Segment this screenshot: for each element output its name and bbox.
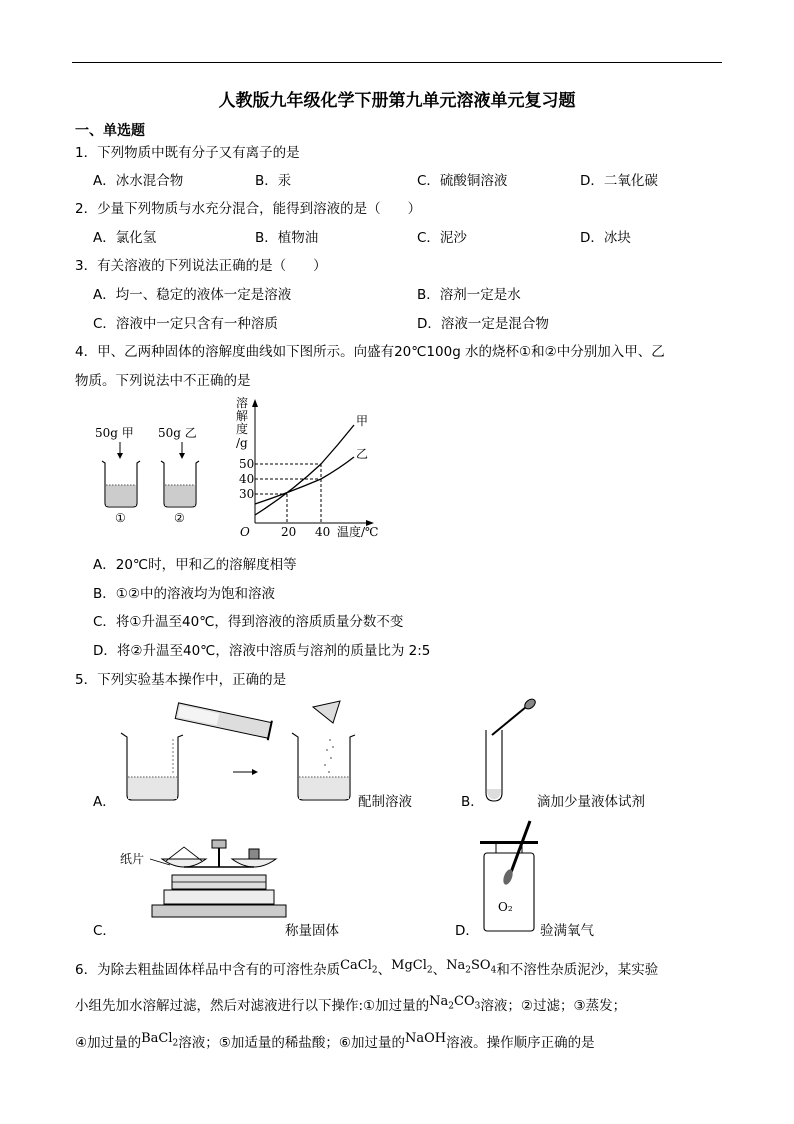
q5-option-b-letter: B．	[461, 794, 484, 810]
curve-yi-label: 乙	[356, 447, 369, 461]
q6-line2-post: 溶液；②过滤；③蒸发；	[480, 998, 627, 1014]
dropper	[492, 697, 537, 735]
origin-label: O	[240, 525, 250, 539]
solubility-figure	[90, 395, 390, 545]
beaker1-label: 50g 甲	[95, 426, 134, 440]
x-axis-label: 温度/℃	[337, 525, 379, 539]
y-tick-50: 50	[239, 457, 255, 471]
curve-jia	[255, 425, 354, 515]
q1-option-a: A．冰水混合物	[93, 173, 184, 189]
q4-option-d: D．将②升温至40℃，溶液中溶质与溶剂的质量比为 2:5	[93, 643, 431, 659]
beaker-a1	[121, 733, 183, 800]
beaker-1	[102, 461, 140, 507]
formula-cacl2: CaCl$_2$	[340, 958, 378, 976]
q6-line3	[75, 1031, 595, 1054]
q5-option-d-caption: 验满氧气	[540, 923, 594, 939]
q1-stem: 1．下列物质中既有分子又有离子的是	[75, 145, 300, 161]
q6-line2	[75, 994, 626, 1017]
y-tick-40: 40	[239, 472, 255, 486]
q1-option-c: C．硫酸铜溶液	[417, 173, 508, 189]
q5-option-c-caption: 称量固体	[285, 923, 339, 939]
q6-line3-c: 溶液。操作顺序正确的是	[446, 1035, 595, 1051]
gas-label: O₂	[498, 900, 513, 914]
q3-option-c: C．溶液中一定只含有一种溶质	[93, 316, 278, 332]
y-label-2: 解	[236, 409, 249, 423]
beaker1-number: ①	[115, 511, 126, 525]
formula-na2so4: $Na_2SO_4$	[446, 958, 497, 976]
y-axis-arrow	[252, 399, 258, 407]
formula-mgcl2: MgCl$_2$	[391, 958, 433, 976]
section-heading: 一、单选题	[75, 123, 145, 139]
q2-option-b: B．植物油	[255, 230, 319, 246]
x-tick-40: 40	[315, 525, 331, 539]
formula-na2co3: $Na_2CO_3$	[429, 994, 481, 1012]
beaker-a2	[292, 701, 355, 800]
q5-option-c-letter: C．	[93, 923, 116, 939]
q3-option-d: D．溶液一定是混合物	[417, 316, 549, 332]
q1-option-d: D．二氧化碳	[580, 173, 658, 189]
y-label-3: 度	[236, 422, 249, 436]
arrowhead-right	[252, 769, 258, 775]
q6-line3-b: 溶液；⑤加适量的稀盐酸；⑥加过量的	[178, 1035, 405, 1051]
q6-sep2: 、	[432, 962, 447, 978]
y-label-4: /g	[236, 436, 248, 450]
q5-figure-d	[478, 815, 548, 935]
q6-line3-a: ④加过量的	[75, 1035, 142, 1051]
q4-option-c: C．将①升温至40℃，得到溶液的溶质质量分数不变	[93, 614, 404, 630]
q2-option-c: C．泥沙	[417, 230, 467, 246]
beaker1-arrowhead	[117, 453, 123, 459]
curve-yi	[255, 457, 354, 504]
q4-option-b: B．①②中的溶液均为饱和溶液	[93, 586, 275, 602]
q1-option-b: B．汞	[255, 173, 292, 189]
q5-figure-a	[115, 695, 365, 810]
q5-option-b-caption: 滴加少量液体试剂	[537, 794, 645, 810]
q4-stem-line2: 物质。下列说法中不正确的是	[75, 373, 251, 389]
gas-bottle	[480, 841, 538, 931]
q6-line1	[75, 958, 658, 981]
y-tick-30: 30	[239, 487, 255, 501]
x-tick-20: 20	[281, 525, 297, 539]
curve-jia-label: 甲	[356, 414, 369, 428]
paper-label: 纸片	[120, 852, 145, 866]
q6-line1-post: 和不溶性杂质泥沙，某实验	[496, 962, 659, 978]
beaker2-arrowhead	[179, 453, 185, 459]
beaker-2	[161, 461, 199, 507]
test-tube	[486, 730, 502, 801]
graduated-cylinder	[175, 701, 272, 740]
formula-naoh: NaOH	[404, 1031, 447, 1046]
q6-line2-pre: 小组先加水溶解过滤，然后对滤液进行以下操作:①加过量的	[75, 998, 430, 1014]
q2-option-a: A．氯化氢	[93, 230, 157, 246]
q5-option-d-letter: D．	[455, 923, 479, 939]
q3-option-a: A．均一、稳定的液体一定是溶液	[93, 287, 292, 303]
q5-stem: 5．下列实验基本操作中，正确的是	[75, 672, 287, 688]
balance	[152, 840, 286, 917]
beaker2-number: ②	[174, 511, 185, 525]
q4-option-a: A．20℃时，甲和乙的溶解度相等	[93, 557, 297, 573]
beaker2-label: 50g 乙	[158, 426, 197, 440]
q6-line1-pre: 6．为除去粗盐固体样品中含有的可溶性杂质	[75, 962, 341, 978]
page-title: 人教版九年级化学下册第九单元溶液单元复习题	[218, 91, 576, 111]
q4-stem-line1: 4．甲、乙两种固体的溶解度曲线如下图所示。向盛有20℃100g 水的烧杯①和②中分别加入甲、乙	[75, 344, 665, 360]
q5-option-a-caption: 配制溶液	[358, 794, 412, 810]
q3-stem: 3．有关溶液的下列说法正确的是（ ）	[75, 258, 327, 274]
header-rule	[72, 62, 722, 63]
q5-option-a-letter: A．	[93, 794, 116, 810]
q6-sep1: 、	[377, 962, 392, 978]
q3-option-b: B．溶剂一定是水	[417, 287, 521, 303]
q2-option-d: D．冰块	[580, 230, 631, 246]
q2-stem: 2．少量下列物质与水充分混合，能得到溶液的是（ ）	[75, 201, 422, 217]
formula-bacl2: BaCl$_2$	[141, 1031, 179, 1049]
q5-figure-c	[112, 835, 292, 935]
y-label-1: 溶	[236, 396, 249, 410]
